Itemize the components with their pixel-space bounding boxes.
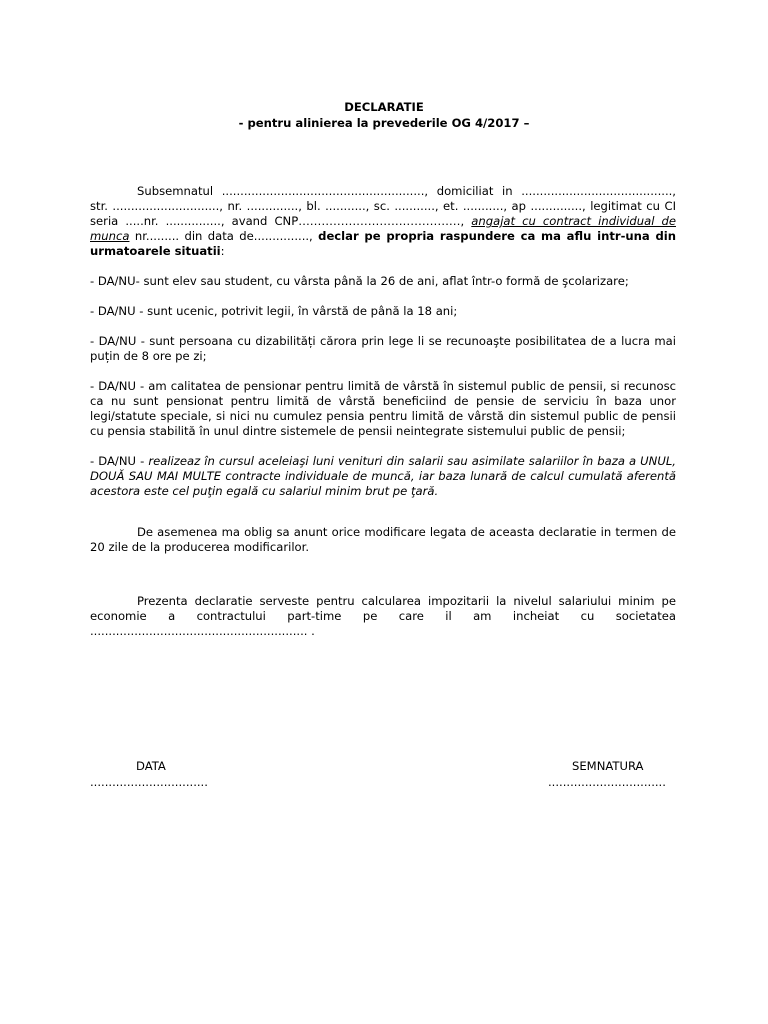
- signature-line: ................................: [548, 775, 666, 789]
- date-block: [90, 758, 208, 790]
- option-italic-text: realizeaz în cursul aceleiaşi luni venituri din salarii sau asimilate salariilor în baza a UNUL, DOUĂ SAU MAI MULTE contracte individuale de muncă, iar baza lunară de calcul cumulată aferentă acestora este cel puţin egală cu salariul minim brut pe ţară.: [90, 454, 676, 498]
- declaration-statement: declar pe propria raspundere ca ma aflu intr-una din urmatoarele situatii: [90, 229, 676, 258]
- date-line: ................................: [90, 775, 208, 789]
- option-item-apprentice: - DA/NU - sunt ucenic, potrivit legii, în vârstă de până la 18 ani;: [90, 304, 458, 318]
- intro-colon: :: [220, 244, 225, 258]
- intro-text: Subsemnatul ......................................................., domiciliat in ........................................., str. ............................., nr. .............., bl. ..........., sc. ..........., et. ..........., ap .............., legitimat cu CI seria .....nr. ..............., avand CNP……………………………………,: [90, 184, 676, 228]
- document-title: [0, 99, 768, 131]
- intro-paragraph: [90, 184, 676, 259]
- purpose-paragraph: Prezenta declaratie serveste pentru calcularea impozitarii la nivelul salariului minim pe economie a contractului part-time pe care il am incheiat cu societatea ........................................................... .: [90, 594, 676, 638]
- intro-text-2: nr......... din data de...............,: [129, 229, 319, 243]
- signature-block: [548, 758, 666, 790]
- option-item-disability: - DA/NU - sunt persoana cu dizabilități cărora prin lege li se recunoaşte posibilitatea de a lucra mai puțin de 8 ore pe zi;: [90, 334, 676, 363]
- title-heading: DECLARATIE: [344, 100, 424, 114]
- title-subheading: - pentru alinierea la prevederile OG 4/2017 –: [238, 116, 530, 130]
- option-item-student: - DA/NU- sunt elev sau student, cu vârsta până la 26 de ani, aflat într-o formă de şcolarizare;: [90, 274, 629, 288]
- signature-label: SEMNATURA: [572, 759, 644, 773]
- option-prefix: - DA/NU -: [90, 454, 149, 468]
- option-item-multiple-contracts: [90, 454, 676, 499]
- contract-type-text: angajat cu contract individual de munca: [90, 214, 676, 243]
- notice-paragraph: De asemenea ma oblig sa anunt orice modificare legata de aceasta declaratie in termen de 20 zile de la producerea modificarilor.: [90, 525, 676, 554]
- option-item-pensioner: - DA/NU - am calitatea de pensionar pentru limită de vârstă în sistemul public de pensii, si recunosc ca nu sunt pensionat pentru limită de vârstă beneficiind de pensie de serviciu în baza unor legi/statute speciale, si nici nu cumulez pensia pentru limită de vârstă din sistemul public de pensii cu pensia stabilită în unul dintre sistemele de pensii neintegrate sistemului public de pensii;: [90, 379, 676, 438]
- date-label: DATA: [136, 759, 166, 773]
- declaration-body: [90, 184, 676, 639]
